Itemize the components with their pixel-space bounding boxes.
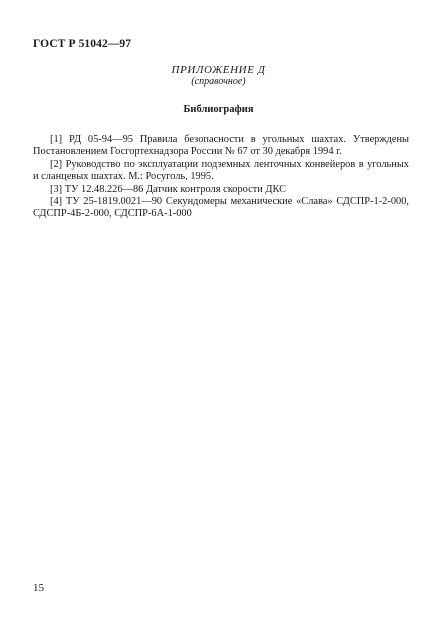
document-code: ГОСТ Р 51042—97 [33,38,132,50]
bibliography-entry-3: [3] ТУ 12.48.226—86 Датчик контроля скорости ДКС [50,183,287,195]
appendix-title: ПРИЛОЖЕНИЕ Д [171,64,266,76]
bibliography-entry-4: [4] ТУ 25-1819.0021—90 Секундомеры механические «Слава» СДСПР-1-2-000, СДСПР-4Б-2-000, СДСПР-6А-1-000 [33,196,409,220]
bibliography-entry-1: [1] РД 05-94—95 Правила безопасности в угольных шахтах. Утверждены Постановлением Госгортехнадзора России № 67 от 30 декабря 1994 г. [33,134,409,158]
bibliography-entry-2: [2] Руководство по эксплуатации подземных ленточных конвейеров в угольных и сланцевых шахтах. М.: Росуголь, 1995. [33,158,409,183]
appendix-note: (справочное) [191,76,246,87]
bibliography-heading: Библиография [183,104,254,115]
page-number: 15 [33,582,44,594]
bibliography-list [33,134,409,221]
